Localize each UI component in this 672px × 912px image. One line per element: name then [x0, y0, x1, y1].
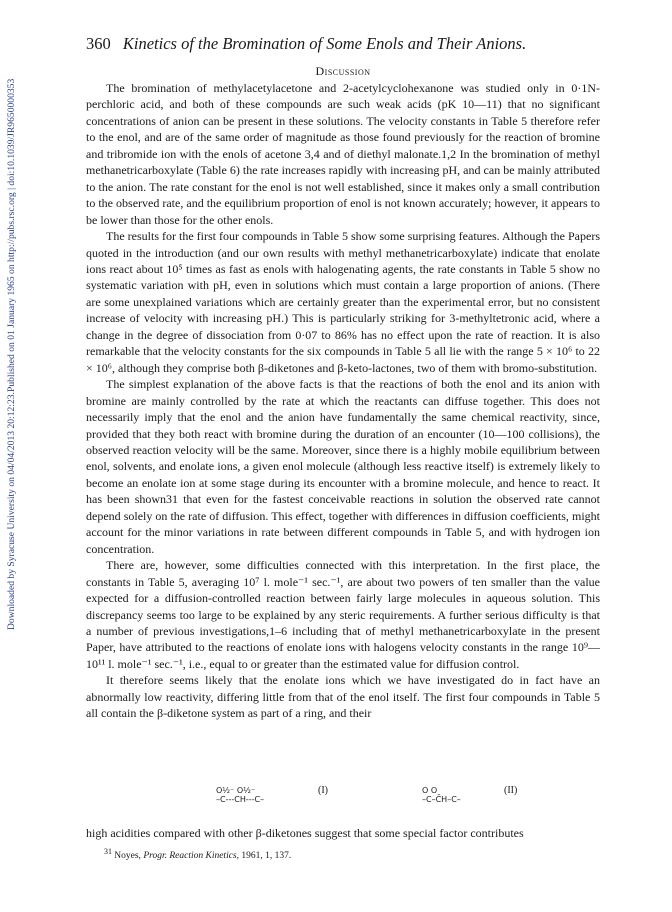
continuation-line: high acidities compared with other β-diketones suggest that some special factor contributes: [86, 826, 524, 840]
formula-bottom-row: –C---CH---C–: [216, 795, 265, 804]
download-watermark: [4, 78, 38, 630]
running-header: [86, 34, 606, 54]
footnote: [104, 846, 504, 862]
formula-label: (I): [318, 785, 328, 796]
footnote-details: 1961, 1, 137.: [241, 851, 292, 862]
footnote-number: 31: [104, 847, 112, 856]
paragraph: The simplest explanation of the above facts is that the reactions of both the enol and its anion with bromine are mainly controlled by the rate at which the reactants can diffuse together. This does not necessarily imply that the enol and the anion have fundamentally the same chemical reactivity, since, provided that they both react with bromine during the duration of an encounter (10—100 collisions), the observed reaction velocity will be the same. Moreover, since there is a highly mobile equilibrium between enol, solvents, and enolate ions, a given enol molecule (although less reactive itself) is extremely likely to become an enolate ion at some stage during its encounter with a bromine molecule, and hence to react. It has been shown31 that even for the fastest conceivable reactions in solution the observed rate cannot depend solely on the rate of diffusion. This effect, together with differences in diffusion coefficients, might account for the minor variations in rate between different compounds in Table 5, and with hydrogen ion concentration.: [86, 377, 600, 556]
paragraph: The bromination of methylacetylacetone and 2-acetylcyclohexanone was studied only in 0·1N-perchloric acid, and both of these compounds are such weak acids (pK 10—11) that no significant concentrations of anion can be present in these solutions. The velocity constants in Table 5 therefore refer to the enol, and are of the same order of magnitude as those found previously for the reaction of bromine and tribromide ion with the enols of acetone 3,4 and of diethyl malonate.1,2 In the bromination of methyl methanetricarboxylate (Table 6) the rate increases rapidly with increasing pH, and can be mainly attributed to the anion. The rate constant for the enol is not well established, since it makes only a small contribution to the observed rate, and the equilibrium proportion of enol is not known accurately; however, it appears to be lower than those for the other enols.: [86, 81, 600, 227]
footnote-author: Noyes,: [114, 851, 141, 862]
paragraph: There are, however, some difficulties connected with this interpretation. In the first place, the constants in Table 5, averaging 10⁷ l. mole⁻¹ sec.⁻¹, are about two powers of ten smaller than the value expected for a diffusion-controlled reaction between fairly large molecules in aqueous solution. This discrepancy seems too large to be explained by any steric requirements. A further serious difficulty is that a number of previous investigations,1–6 including that of methyl methanetricarboxylate in the present Paper, have attributed to the reactions of enolate ions with halogens velocity constants in the range 10⁹—10¹¹ l. mole⁻¹ sec.⁻¹, i.e., equal to or greater than the estimated value for diffusion control.: [86, 558, 600, 671]
formula-label: (II): [504, 785, 518, 796]
structural-formulas: [86, 786, 600, 830]
formula-carbanion: [422, 785, 518, 804]
section-heading: Discussion: [315, 64, 371, 78]
running-title: Kinetics of the Bromination of Some Enols and Their Anions.: [122, 34, 527, 53]
downloaded-by-line: Downloaded by Syracuse University on 04/04/2013 20:12:23.: [6, 392, 17, 630]
formula-top-row: O½⁻ O½⁻: [216, 786, 256, 795]
page-number: 360: [86, 34, 111, 53]
formula-top-row: O O: [422, 786, 438, 795]
body-text: [86, 80, 600, 722]
formula-bottom-row: –C–C̄H–C–: [422, 795, 461, 804]
paragraph: The results for the first four compounds in Table 5 show some surprising features. Although the Papers quoted in the introduction (and our own results with methyl methanetricarboxylate) indicate that enolate ions react about 10⁵ times as fast as enols with halogenating agents, the rate constants in Table 5 show no systematic variation with pH, even in solutions which must contain a large proportion of anions. (There are some unexplained variations which are certainly greater than the experimental error, but no consistent increase of velocity with increasing pH.) This is particularly striking for 3-methyltetronic acid, where a change in the degree of dissociation from 0·07 to 86% has no effect upon the rate of reaction. It is also remarkable that the velocity constants for the six compounds in Table 5 all lie with the range 5 × 10⁶ to 22 × 10⁶, although they comprise both β-diketones and β-keto-lactones, two of them with bromo-substitution.: [86, 229, 600, 375]
footnote-journal: Progr. Reaction Kinetics,: [143, 851, 240, 862]
paragraph: It therefore seems likely that the enolate ions which we have investigated do in fact have an abnormally low reactivity, differing little from that of the enol itself. The first four compounds in Table 5 all contain the β-diketone system as part of a ring, and their: [86, 673, 600, 721]
formula-enolate-delocalized: [216, 785, 328, 804]
published-on-line: Published on 01 January 1965 on http://pubs.rsc.org | doi:10.1039/JR9650000353: [6, 78, 17, 393]
